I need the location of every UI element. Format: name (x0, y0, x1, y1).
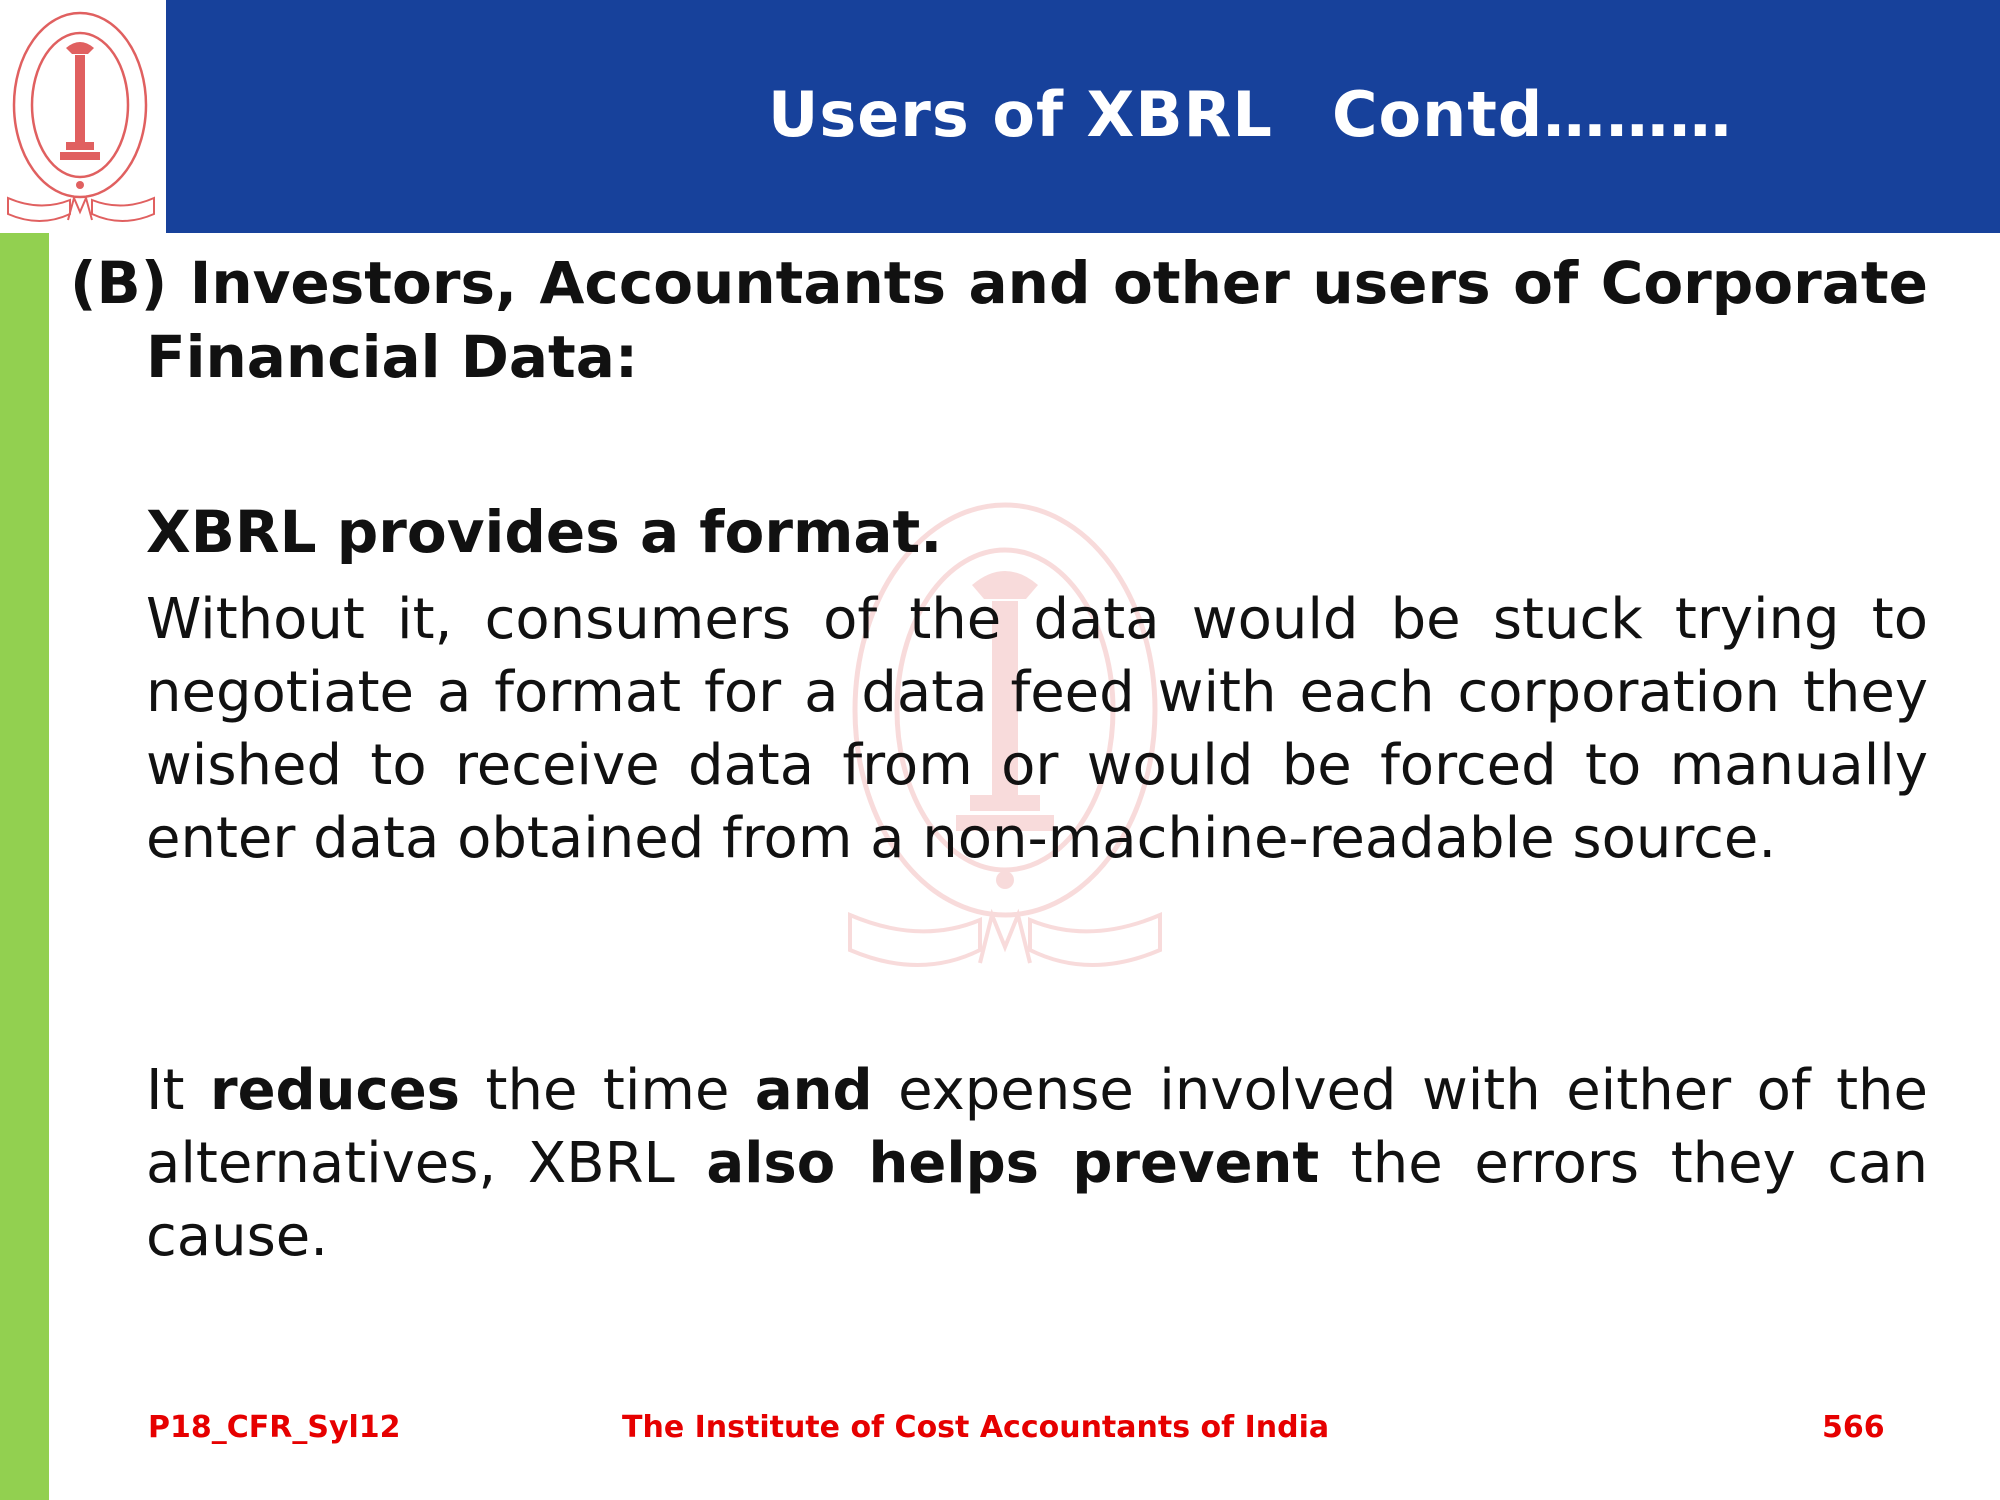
seal-icon (0, 0, 166, 233)
paragraph-text: It (146, 1058, 210, 1123)
heading-word: Corporate (1600, 249, 1928, 317)
heading-word: of (1513, 249, 1579, 317)
heading-word: (B) (70, 249, 168, 317)
institute-logo (0, 0, 166, 233)
footer-organization: The Institute of Cost Accountants of India (622, 1410, 1330, 1445)
heading-word: and (968, 249, 1091, 317)
slide-title-contd: Contd……… (1332, 78, 1733, 151)
paragraph-text: the time (460, 1058, 755, 1123)
paragraph-text: the errors they can cause. (146, 1131, 1928, 1269)
heading-word: other (1113, 249, 1290, 317)
page-number: 566 (1822, 1410, 1885, 1445)
header-bar (166, 0, 2000, 233)
section-heading-line2: Financial Data: (146, 323, 639, 391)
heading-word: users (1312, 249, 1491, 317)
emphasis-and: and (754, 1058, 873, 1123)
slide-title: Users of XBRL (768, 78, 1273, 151)
side-accent-strip (0, 233, 49, 1500)
heading-word: Investors, (189, 249, 518, 317)
sub-heading: XBRL provides a format. (146, 498, 943, 566)
emphasis-also-helps-prevent: also helps prevent (706, 1131, 1320, 1196)
heading-word: Accountants (539, 249, 947, 317)
section-heading-line1 (70, 246, 1928, 320)
paragraph-text: expense involved with either of the alternatives, XBRL (146, 1058, 1928, 1196)
footer-course-code: P18_CFR_Syl12 (148, 1410, 401, 1445)
paragraph-without-xbrl: Without it, consumers of the data would be stuck trying to negotiate a format for a data feed with each corporation they wished to receive data from or would be forced to manually enter data obtained from a non-machine-readable source. (146, 587, 1928, 871)
section-heading (70, 246, 1928, 394)
emphasis-reduces: reduces (209, 1058, 461, 1123)
paragraph-reduces-time (146, 1054, 1928, 1273)
